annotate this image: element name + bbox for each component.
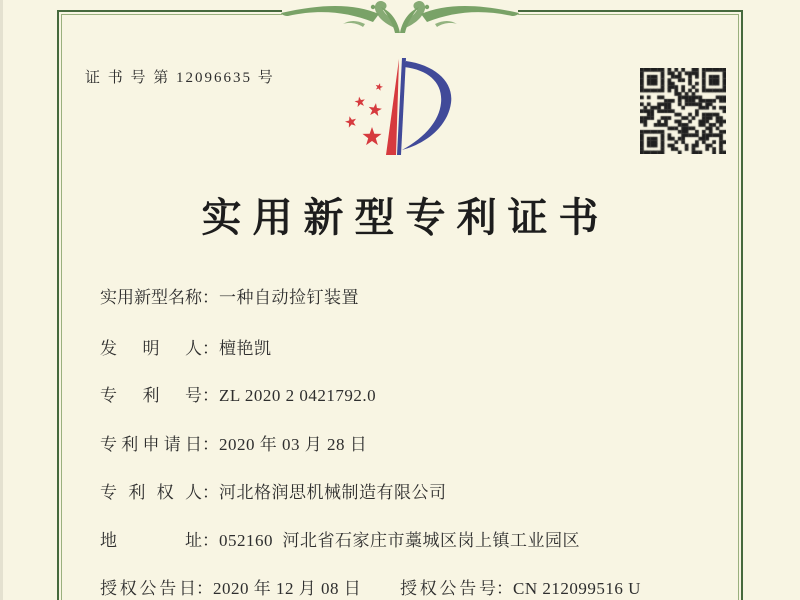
grant-number-row <box>400 574 641 599</box>
field-colon: ： <box>202 386 219 405</box>
qr-code <box>640 68 726 154</box>
field-colon: ： <box>202 435 219 454</box>
field-label: 专利申请日 <box>100 435 202 454</box>
field-label: 专利号 <box>100 386 202 405</box>
certificate-title: 实用新型专利证书 <box>201 195 610 240</box>
field-value: 檀艳凯 <box>219 339 272 358</box>
field-value: 一种自动捡钉装置 <box>219 288 359 307</box>
grant-date-row <box>100 574 361 599</box>
field-value: ZL 2020 2 0421792.0 <box>219 386 377 405</box>
field-row-application-date <box>100 435 740 455</box>
scan-edge-shadow <box>0 0 3 600</box>
cnipa-patent-logo-icon <box>345 57 460 157</box>
field-row-inventor <box>100 339 740 359</box>
field-value: 2020 年 03 月 28 日 <box>219 435 368 454</box>
certificate-number: 证 书 号 第 12096635 号 <box>85 70 275 86</box>
field-row-patentee <box>100 483 740 503</box>
field-row-address <box>100 531 740 551</box>
field-value: CN 212099516 U <box>513 579 641 598</box>
field-label: 发明人 <box>100 339 202 358</box>
field-colon: ： <box>202 483 219 502</box>
field-value: 052160 河北省石家庄市藁城区岗上镇工业园区 <box>219 531 580 550</box>
field-label: 实用新型名称 <box>100 288 202 307</box>
field-row-patent-number <box>100 386 740 406</box>
field-colon: ： <box>202 288 219 307</box>
field-colon: ： <box>496 579 513 598</box>
field-label: 授权公告日 <box>100 579 196 598</box>
field-label: 授权公告号 <box>400 579 496 598</box>
field-label: 地址 <box>100 531 202 550</box>
green-flourish-ornament-icon <box>275 0 525 36</box>
field-label: 专利权人 <box>100 483 202 502</box>
field-colon: ： <box>202 531 219 550</box>
field-value: 河北格润思机械制造有限公司 <box>219 483 447 502</box>
field-colon: ： <box>196 579 213 598</box>
field-row-utility-model-name <box>100 288 740 308</box>
field-value: 2020 年 12 月 08 日 <box>213 579 362 598</box>
field-colon: ： <box>202 339 219 358</box>
